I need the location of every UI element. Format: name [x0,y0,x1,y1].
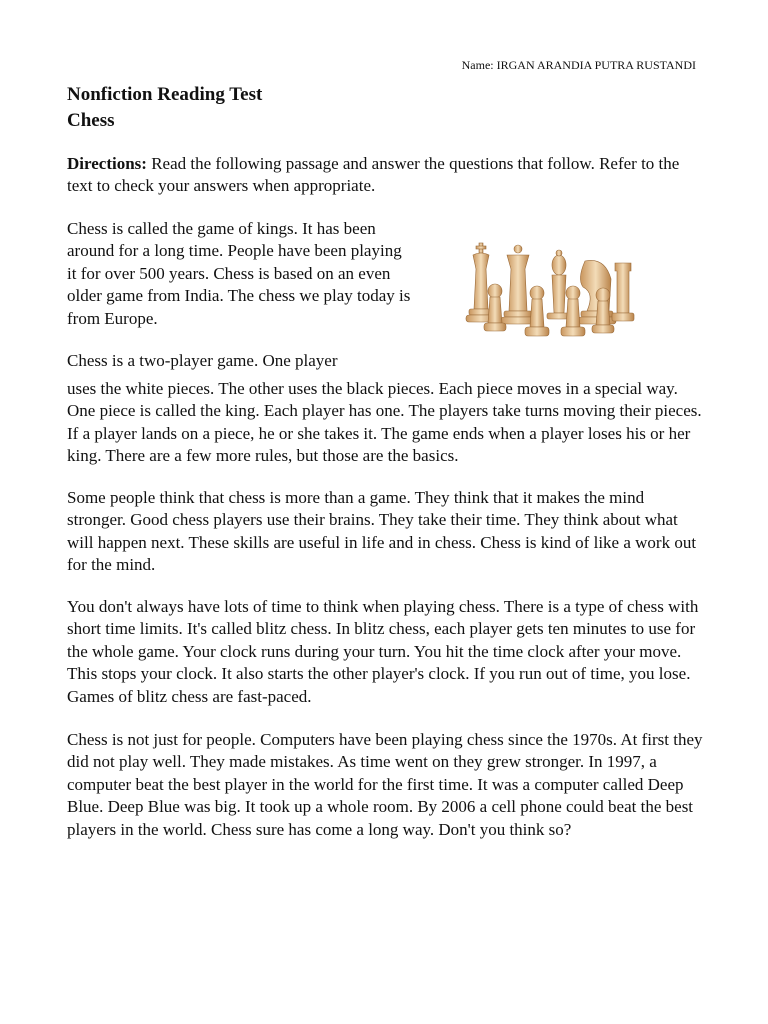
student-name: Name: IRGAN ARANDIA PUTRA RUSTANDI [461,58,696,72]
document-title [67,82,262,134]
directions-text: Read the following passage and answer the questions that follow. Refer to the text to check your answers when appropriate. [67,154,680,196]
paragraph-4: You don't always have lots of time to think when playing chess. There is a type of chess with short time limits. It's called blitz chess. In blitz chess, each player gets ten minutes to use for the whole game. Your clock runs during your turn. You hit the time clock after your move. This stops your clock. It also starts the other player's clock. If you run out of time, you lose. Games of blitz chess are fast-paced. [67,597,699,706]
paragraph-2-start: Chess is a two-player game. One player [67,351,338,370]
directions-paragraph [67,153,707,198]
directions-label: Directions: [67,154,147,173]
chess-pieces-icon [455,235,635,347]
paragraph-2-continued: uses the white pieces. The other uses the black pieces. Each piece moves in a special way. One piece is called the king. Each player has one. The players take turns moving their pieces. If a player lands on a piece, he or she takes it. The game ends when a player loses his or her king. There are a few more rules, but those are the basics. [67,379,702,466]
title-line-subject: Chess [67,110,115,131]
paragraph-5: Chess is not just for people. Computers have been playing chess since the 1970s. At first they did not play well. They made mistakes. As time went on they grew stronger. In 1997, a computer beat the best player in the world for the first time. It was a computer called Deep Blue. Deep Blue was big. It took up a whole room. By 2006 a cell phone could beat the best players in the world. Chess sure has come a long way. Don't you think so? [67,730,703,839]
paragraph-3: Some people think that chess is more than a game. They think that it makes the mind stronger. Good chess players use their brains. They take their time. They think about what will happen next. These skills are useful in life and in chess. Chess is kind of like a work out for the mind. [67,488,697,575]
title-line-test: Nonfiction Reading Test [67,84,263,105]
paragraph-1: Chess is called the game of kings. It has been around for a long time. People have been playing it for over 500 years. Chess is based on an even older game from India. The chess we play today is from Europe. [67,219,411,328]
